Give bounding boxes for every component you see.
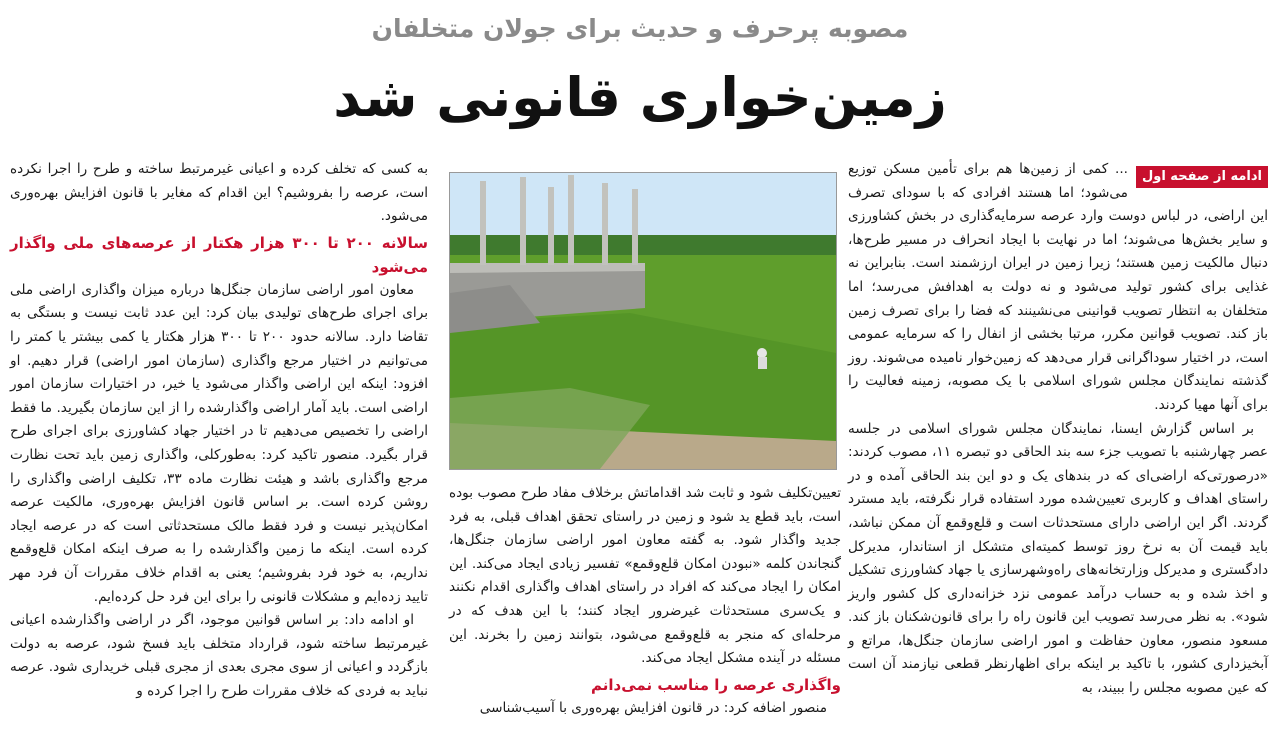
paragraph: به کسی که تخلف کرده و اعیانی غیرمرتبط ساخته و طرح را اجرا نکرده است، عرصه را بفروشیم؟ این اقدام که مغایر با قانون افزایش بهره‌وری می‌شود. (10, 161, 428, 225)
column (548, 187, 554, 265)
photo-illustration (450, 173, 836, 469)
column (520, 177, 526, 265)
paragraph: ... کمی از زمین‌ها هم برای تأمین مسکن توزیع می‌شود؛ اما هستند افرادی که با سودای تصرف این اراضی، در لباس دوست وارد عرصه سرمایه‌گذاری در بخش کشاورزی و سایر بخش‌ها می‌شوند؛ اما در نهایت با ایجاد انحراف در مسیر طرح‌ها، دنبال مالکیت زمین هستند؛ زیرا زمین در ایران ارزشمند است. بنابراین نه غذایی برای کشور تولید می‌شود و نه دولت به اهدافش می‌رسد؛ اما متخلفان به انتظار تصویب قوانینی می‌نشینند که فضا را برای تصرف زمین باز کند. تصویب قوانین مکرر، مرتبا بخشی از انفال را که سرمایه عمومی است، در اختیار سوداگرانی قرار می‌دهد که زمین‌خوار نامیده می‌شوند. روز گذشته نمایندگان مجلس شورای اسلامی با یک مصوبه، زمینه فعالیت را برای آنها مهیا کردند. (848, 161, 1268, 413)
column (568, 175, 574, 265)
column (602, 183, 608, 265)
article-subtitle: مصوبه پرحرف و حدیث برای جولان متخلفان (371, 14, 909, 43)
right-column (848, 158, 1268, 701)
section-heading: سالانه ۲۰۰ تا ۳۰۰ هزار هکتار از عرصه‌های ملی واگذار می‌شود (10, 233, 428, 276)
construction-on-rice-field-photo (449, 172, 837, 470)
paragraph: منصور اضافه کرد: در قانون افزایش بهره‌وری با آسیب‌شناسی (479, 699, 827, 716)
article-title: زمین‌خواری قانونی شد (333, 66, 947, 129)
paragraph: او ادامه داد: بر اساس قوانین موجود، اگر در اراضی واگذارشده اعیانی غیرمرتبط ساخته شود، قرارداد متخلف باید فسخ شود، عرصه به دولت بازگردد و اعیانی از سوی مجری بعدی از مجری قبلی خریداری شود. عرصه نباید به فردی که خلاف مقررات طرح را اجرا کرده و (10, 612, 428, 699)
section-heading: واگذاری عرصه را مناسب نمی‌دانم (591, 675, 841, 694)
paragraph: بر اساس گزارش ایسنا، نمایندگان مجلس شورای اسلامی در جلسه عصر چهارشنبه با تصویب جزء سه بند الحاقی دو تبصره ۱۱، مصوب کردند: «درصورتی‌که اراضی‌ای که در بندهای یک و دو این بند الحاقی آمده و در راستای اهداف و کاربری تعیین‌شده مورد استفاده قرار نگرفته، باید مسترد گردند. اگر این اراضی دارای مستحدثات است و قلع‌وقمع آن ممکن نباشد، باید قیمت آن به نرخ روز توسط کمیته‌ای متشکل از استاندار، مدیرکل دادگستری و مدیرکل وزارتخانه‌های راه‌وشهرسازی یا جهاد کشاورزی تشکیل و اخذ شده و به حساب درآمد عمومی نزد خزانه‌داری کل کشور واریز شود». به نظر می‌رسد تصویب این قانون راه را برای قانون‌شکنان باز کند. مسعود منصور، معاون حفاظت و امور اراضی سازمان جنگل‌ها، مراتع و آبخیزداری کشور، با تاکید بر اینکه برای اظهارنظر قطعی نیازمند آن است که عین مصوبه مجلس را ببیند، به (848, 420, 1268, 697)
left-column (10, 158, 428, 703)
column (632, 189, 638, 265)
column (480, 181, 486, 265)
paragraph: تعیین‌تکلیف شود و ثابت شد اقداماتش برخلاف مفاد طرح مصوب بوده است، باید قطع ید شود و زمین در راستای تحقق اهداف قبلی، به فرد جدید واگذار شود. به گفته معاون امور اراضی سازمان جنگل‌ها، گنجاندن کلمه «نبودن امکان قلع‌وقمع» تفسیر زیادی ایجاد می‌کند. این امکان را ایجاد می‌کند که افراد در راستای اهداف واگذاری اقدام نکنند و یک‌سری مستحدثات غیرضرور ایجاد کنند؛ با این هدف که در مرحله‌ای که منجر به قلع‌وقمع می‌شود، بتوانند زمین را بخرند. این مسئله در آینده مشکل ایجاد می‌کند. (449, 485, 841, 667)
middle-column (449, 482, 841, 720)
continued-from-front-page-badge: ادامه از صفحه اول (1136, 166, 1268, 188)
paragraph: معاون امور اراضی سازمان جنگل‌ها درباره میزان واگذاری اراضی ملی برای اجرای طرح‌های تولیدی بیان کرد: این عدد ثابت نیست و بستگی به تقاضا دارد. سالانه حدود ۲۰۰ تا ۳۰۰ هزار هکتار یا کمی بیشتر یا کمتر را می‌توانیم در اختیار مرجع واگذاری (سازمان امور اراضی) قرار دهیم. او افزود: اینکه این اراضی واگذار می‌شود یا خیر، در اختیارات سازمان امور اراضی است. باید آمار اراضی واگذارشده را از این سازمان بگیرید. ما فقط اراضی را تخصیص می‌دهیم تا در اختیار جهاد کشاورزی برای اجرای طرح قرار بگیرد. منصور تاکید کرد: به‌طورکلی، واگذاری زمین باید تحت نظارت مرجع واگذاری باشد و هیئت نظارت ماده ۳۳، تکلیف اراضی واگذاری را روشن کرده است. بر اساس قانون افزایش بهره‌وری، مالکیت عرصه امکان‌پذیر نیست و فرد فقط مالک مستحدثاتی است که در عرصه ایجاد کرده است. اینکه ما زمین واگذارشده را به صرف اینکه امکان قلع‌وقمع نداریم، به خود فرد بفروشیم؛ یعنی به اقدام خلاف مقررات آن فرد مهر تایید زده‌ایم و مشکلات قانونی را برای این فرد حل کرده‌ایم. (10, 281, 429, 605)
farmer (757, 348, 767, 358)
treeline (450, 235, 836, 255)
farmer-body (758, 357, 767, 369)
